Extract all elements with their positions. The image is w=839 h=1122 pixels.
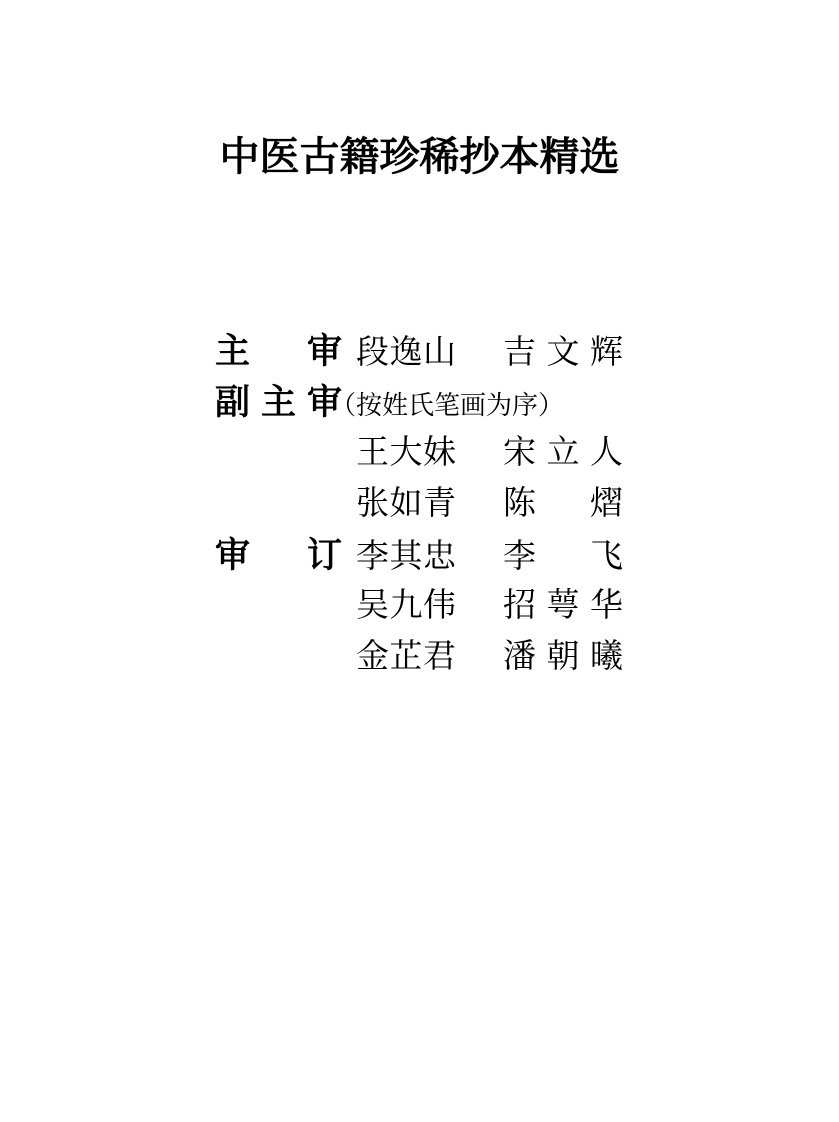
reviewer-name: 段逸山	[356, 335, 456, 371]
credits-row-revisers	[215, 530, 623, 581]
credits-row	[215, 632, 623, 683]
reviewer-name: 张如青	[356, 486, 456, 522]
reviewer-name: 陈 熠	[503, 486, 623, 522]
sort-order-note: （按姓氏笔画为序）	[330, 391, 565, 420]
reviewer-name: 潘朝曦	[503, 639, 623, 675]
role-label-deputy-chief-reviewer: 副主审	[215, 383, 342, 422]
reviewer-name: 金芷君	[356, 639, 456, 675]
reviewer-name: 李 飞	[503, 539, 623, 575]
reviewer-name: 王大妹	[356, 435, 456, 471]
reviewer-name: 李其忠	[356, 539, 456, 575]
book-title: 中医古籍珍稀抄本精选	[219, 135, 620, 179]
credits-row	[215, 479, 623, 530]
credits-row	[215, 581, 623, 632]
reviewer-name: 宋立人	[503, 435, 623, 471]
reviewer-name: 吉文辉	[503, 335, 623, 371]
credits-block	[215, 326, 623, 683]
reviewer-name: 招萼华	[503, 588, 623, 624]
credits-row-deputy-chief-reviewer	[215, 377, 623, 428]
role-label-reviser: 审 订	[215, 536, 342, 575]
credits-row	[215, 428, 623, 479]
role-label-chief-reviewer: 主 审	[215, 332, 342, 371]
credits-row-chief-reviewer	[215, 326, 623, 377]
reviewer-name: 吴九伟	[356, 588, 456, 624]
